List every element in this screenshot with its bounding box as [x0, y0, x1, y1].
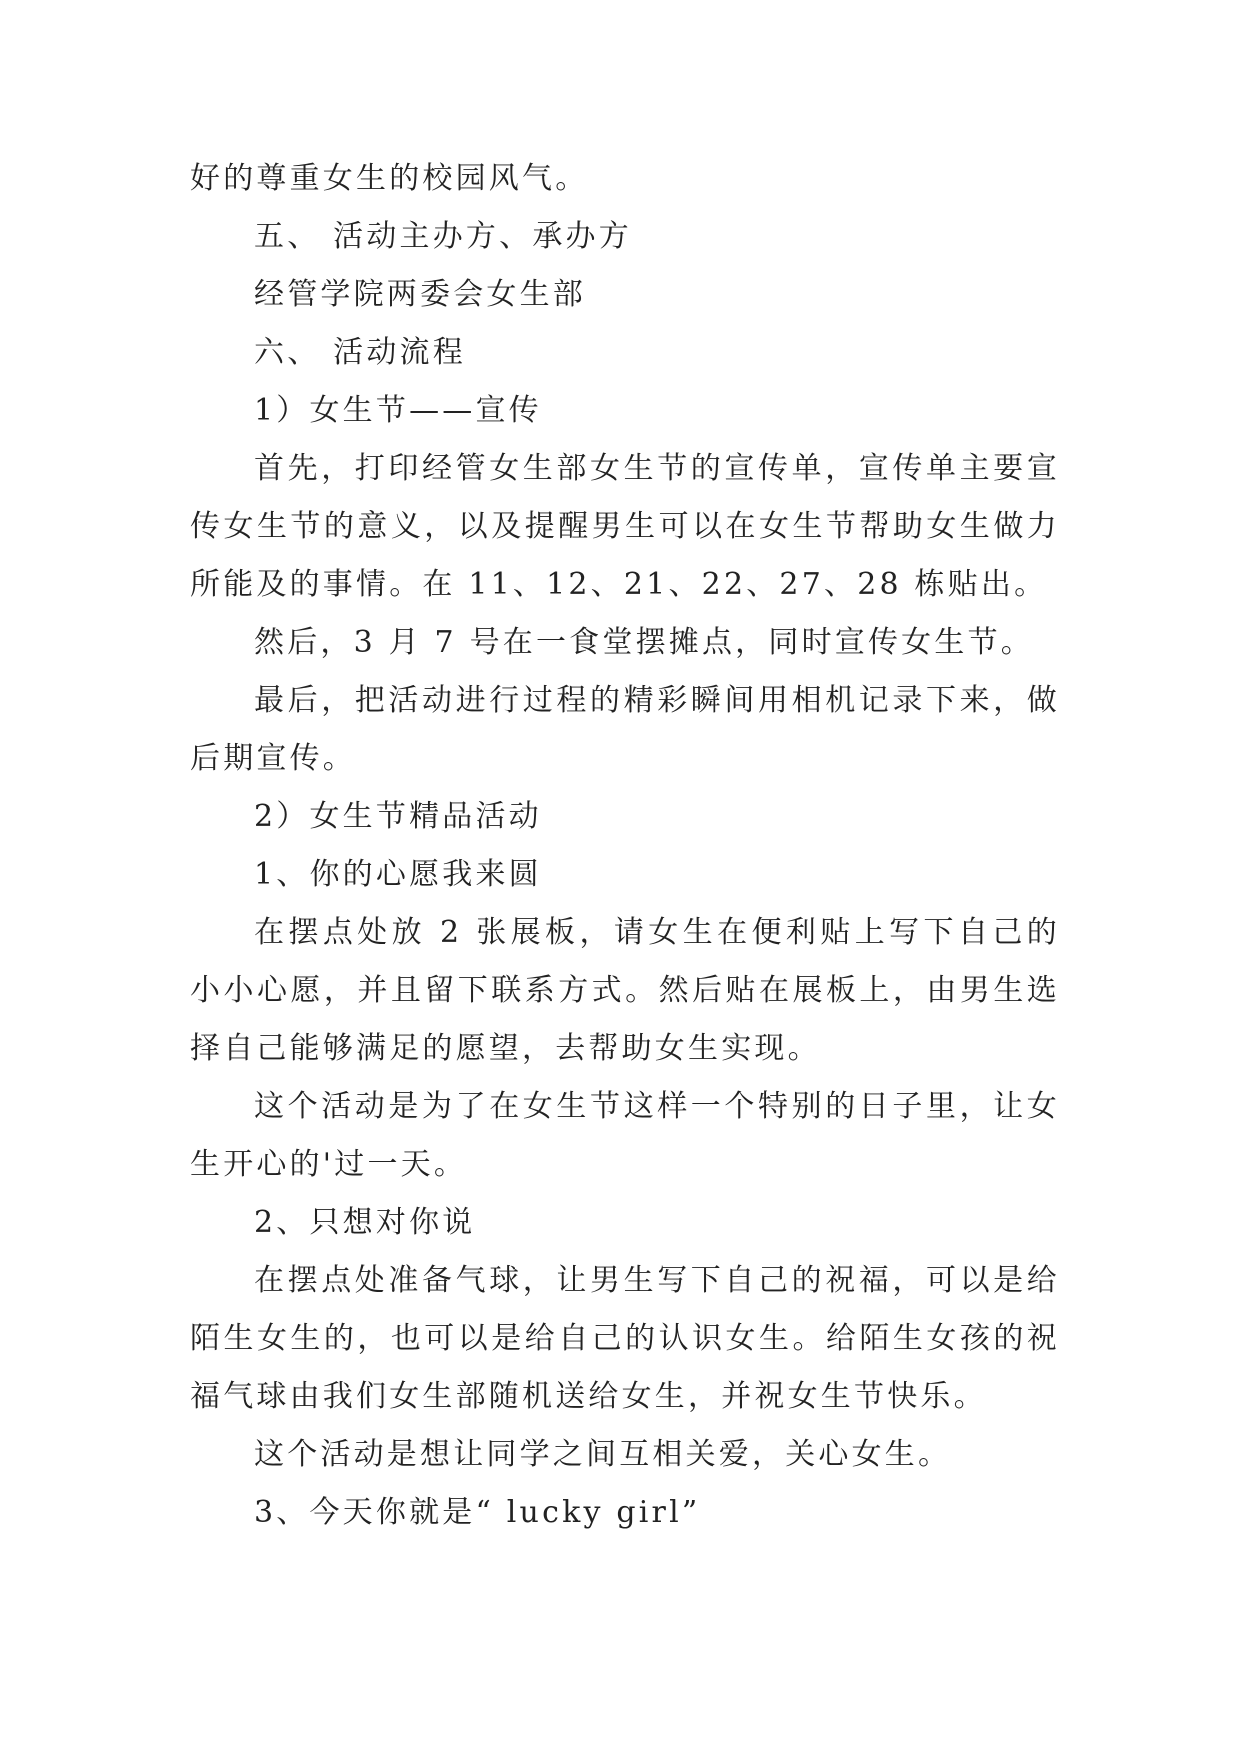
heading-process: 六、 活动流程: [254, 335, 466, 370]
activity-2-title: 2、只想对你说: [254, 1205, 476, 1240]
paragraph-promotion-first: 首先，打印经管女生部女生节的宣传单，宣传单主要宣传女生节的意义，以及提醒男生可以在女生节帮助女生做力所能及的事情。在 11、12、21、22、27、28 栋贴出。: [190, 451, 1060, 602]
paragraph-promotion-last: 最后，把活动进行过程的精彩瞬间用相机记录下来，做后期宣传。: [190, 683, 1060, 776]
activity-3-title: 3、今天你就是“ lucky girl”: [254, 1495, 701, 1530]
subheading-promotion: 1）女生节——宣传: [254, 393, 542, 428]
paragraph-promotion-then: 然后，3 月 7 号在一食堂摆摊点，同时宣传女生节。: [254, 625, 1034, 660]
activity-1-title: 1、你的心愿我来圆: [254, 857, 542, 892]
activity-1-purpose: 这个活动是为了在女生节这样一个特别的日子里，让女生开心的'过一天。: [190, 1089, 1060, 1182]
document-page: [190, 150, 1060, 1542]
paragraph-organizer-name: 经管学院两委会女生部: [254, 277, 586, 312]
subheading-activities: 2）女生节精品活动: [254, 799, 542, 834]
activity-2-description: 在摆点处准备气球，让男生写下自己的祝福，可以是给陌生女生的，也可以是给自己的认识女生。给陌生女孩的祝福气球由我们女生部随机送给女生，并祝女生节快乐。: [190, 1263, 1060, 1414]
activity-2-purpose: 这个活动是想让同学之间互相关爱，关心女生。: [254, 1437, 952, 1472]
paragraph-intro-tail: 好的尊重女生的校园风气。: [190, 161, 589, 196]
activity-1-description: 在摆点处放 2 张展板，请女生在便利贴上写下自己的小小心愿，并且留下联系方式。然后贴在展板上，由男生选择自己能够满足的愿望，去帮助女生实现。: [190, 915, 1060, 1066]
heading-organizers: 五、 活动主办方、承办方: [254, 219, 632, 254]
